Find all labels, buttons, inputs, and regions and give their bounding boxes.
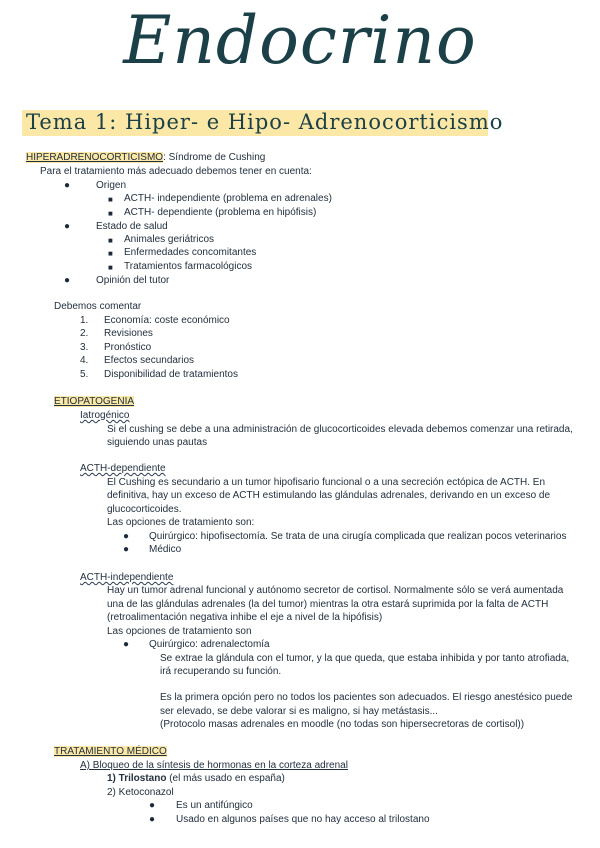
estado-item: Tratamientos farmacológicos bbox=[124, 261, 253, 272]
dep-title: ACTH-dependiente bbox=[80, 463, 166, 474]
indep-option: Quirúrgico: adrenalectomía bbox=[149, 639, 270, 650]
origen-item: ACTH- dependiente (problema en hipófisis) bbox=[124, 207, 317, 218]
hiper-intro: Para el tratamiento más adecuado debemos tener en cuenta: bbox=[40, 166, 312, 177]
bullet-icon: ■ bbox=[108, 249, 113, 258]
indep-sub: ser elevado, se debe valorar si es maligno, si hay metástasis... bbox=[160, 706, 438, 717]
comentar-item: Economía: coste económico bbox=[104, 315, 230, 326]
comentar-item: Revisiones bbox=[104, 328, 153, 339]
comentar-item: Pronóstico bbox=[104, 342, 152, 353]
trat-item-1 bbox=[107, 773, 285, 785]
trat-item-1-bold: 1) Trilostano bbox=[107, 773, 167, 784]
dep-text: El Cushing es secundario a un tumor hipofisario funcional o a una secreción ectópica de ACTH. En bbox=[107, 477, 546, 488]
hiper-heading-suffix: : Síndrome de Cushing bbox=[163, 152, 266, 163]
bullet-icon: ● bbox=[64, 180, 71, 191]
bullet-icon: ● bbox=[64, 275, 71, 286]
iatro-title-line bbox=[80, 410, 129, 422]
indep-text: (retroalimentación negativa inhibe el eje a nivel de la hipófisis) bbox=[107, 612, 383, 623]
dep-text: definitiva, hay un exceso de ACTH estimulando las glándulas adrenales, derivando en un exceso de bbox=[107, 490, 551, 501]
dep-option: Quirúrgico: hipofisectomía. Se trata de una cirugía complicada que realizan pocos veterinarios bbox=[149, 531, 567, 542]
trat-item-1-rest: (el más usado en españa) bbox=[166, 773, 285, 784]
bullet-icon: ■ bbox=[108, 195, 113, 204]
comentar-number: 2. bbox=[80, 328, 89, 339]
bullet-icon: ● bbox=[64, 221, 71, 232]
estado-item: Enfermedades concomitantes bbox=[124, 247, 257, 258]
bullet-icon: ● bbox=[123, 639, 130, 650]
comentar-number: 5. bbox=[80, 369, 89, 380]
indep-text: una de las glándulas adrenales (la del tumor) mientras la otra estará suprimida por la falta de ACTH bbox=[107, 599, 549, 610]
indep-text: Hay un tumor adrenal funcional y autónomo secretor de cortisol. Normalmente sólo se verá aumentada bbox=[107, 585, 564, 596]
indep-text: Las opciones de tratamiento son bbox=[107, 626, 252, 637]
trat-item-2-sub: Es un antifúngico bbox=[176, 800, 253, 811]
indep-sub: (Protocolo masas adrenales en moodle (no todas son hipersecretoras de cortisol)) bbox=[160, 719, 525, 730]
bullet-icon: ● bbox=[123, 544, 130, 555]
etio-heading-line bbox=[54, 396, 134, 408]
bullet-icon: ● bbox=[149, 814, 156, 825]
etio-heading: ETIOPATOGENIA bbox=[54, 396, 135, 407]
origen-item: ACTH- independiente (problema en adrenales) bbox=[124, 193, 332, 204]
hiper-heading-line bbox=[26, 152, 265, 164]
page-title: Endocrino bbox=[123, 2, 477, 79]
estado-item: Animales geriátricos bbox=[124, 234, 215, 245]
indep-sub: Se extrae la glándula con el tumor, y la que queda, que estaba inhibida y por tanto atrofiada, bbox=[160, 653, 570, 664]
hiper-heading: HIPERADRENOCORTICISMO bbox=[26, 152, 164, 163]
comentar-intro: Debemos comentar bbox=[54, 301, 142, 312]
dep-title-line bbox=[80, 463, 166, 475]
indep-sub: irá recuperando su función. bbox=[160, 666, 282, 677]
comentar-number: 1. bbox=[80, 315, 89, 326]
comentar-number: 3. bbox=[80, 342, 89, 353]
opinion-label: Opinión del tutor bbox=[96, 275, 170, 286]
indep-title-line bbox=[80, 572, 173, 584]
trat-item-2-sub: Usado en algunos países que no hay acceso al trilostano bbox=[176, 814, 430, 825]
bullet-icon: ■ bbox=[108, 209, 113, 218]
comentar-item: Efectos secundarios bbox=[104, 355, 195, 366]
indep-sub: Es la primera opción pero no todos los pacientes son adecuados. El riesgo anestésico puede bbox=[160, 692, 573, 703]
dep-option: Médico bbox=[149, 544, 182, 555]
trat-heading-line bbox=[54, 746, 167, 758]
comentar-item: Disponibilidad de tratamientos bbox=[104, 369, 238, 380]
bullet-icon: ■ bbox=[108, 236, 113, 245]
bullet-icon: ● bbox=[123, 531, 130, 542]
iatro-title: Iatrogénico bbox=[80, 410, 130, 421]
iatro-text: siguiendo unas pautas bbox=[107, 437, 208, 448]
bullet-icon: ● bbox=[149, 800, 156, 811]
origen-label: Origen bbox=[96, 180, 127, 191]
trat-a-title: A) Bloqueo de la síntesis de hormonas en la corteza adrenal bbox=[80, 760, 348, 771]
indep-title: ACTH-independiente bbox=[80, 572, 174, 583]
dep-text: glucocorticoides. bbox=[107, 504, 182, 515]
estado-label: Estado de salud bbox=[96, 221, 168, 232]
dep-text: Las opciones de tratamiento son: bbox=[107, 517, 255, 528]
trat-heading: TRATAMIENTO MÉDICO bbox=[54, 746, 167, 757]
trat-item-2: 2) Ketoconazol bbox=[107, 787, 174, 798]
bullet-icon: ■ bbox=[108, 263, 113, 272]
comentar-number: 4. bbox=[80, 355, 89, 366]
section-title: Tema 1: Hiper- e Hipo- Adrenocorticismo bbox=[26, 110, 504, 134]
iatro-text: Si el cushing se debe a una administración de glucocorticoides elevada debemos comenzar una retirada, bbox=[107, 424, 573, 435]
